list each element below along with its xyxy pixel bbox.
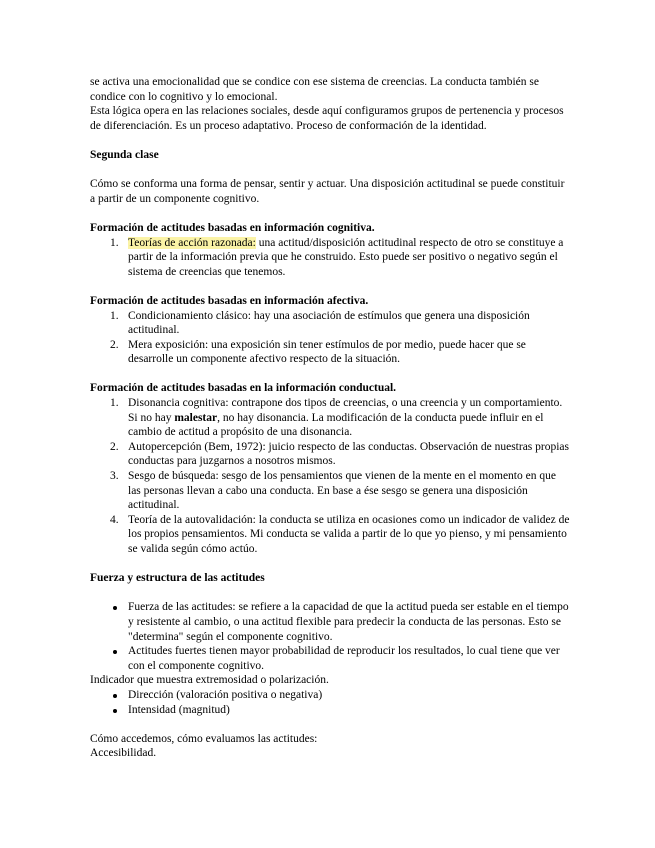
list-number: 2. bbox=[110, 440, 119, 453]
bullet-icon bbox=[113, 650, 117, 654]
list-item bbox=[90, 644, 570, 673]
list-item bbox=[90, 600, 570, 644]
fuerza-bullet-list bbox=[90, 600, 570, 673]
list-item bbox=[90, 236, 570, 280]
intro-paragraph-2: Esta lógica opera en las relaciones sociales, desde aquí configuramos grupos de pertenencia y procesos de diferenciación. Es un proceso adaptativo. Proceso de conformación de la identidad. bbox=[90, 105, 564, 132]
afectiva-heading: Formación de actitudes basadas en información afectiva. bbox=[90, 294, 369, 307]
list-item-text: Mera exposición: una exposición sin tener estímulos de por medio, puede hacer que se desarrolle un componente afectivo respecto de la situación. bbox=[128, 338, 526, 366]
list-item bbox=[90, 688, 570, 703]
list-item-text: Autopercepción (Bem, 1972): juicio respecto de las conductas. Observación de nuestras propias conductas para juzgarnos a nosotros mismos. bbox=[128, 440, 570, 468]
list-item-text: una actitud/disposición actitudinal respecto de otro se constituye a partir de la información previa que he construido. Esto puede ser positivo o negativo según el sistema de creencias que tenemos. bbox=[128, 236, 564, 278]
list-item bbox=[90, 338, 570, 367]
intro-paragraph-1: se activa una emocionalidad que se condice con ese sistema de creencias. La conducta también se condice con lo cognitivo y lo emocional. bbox=[90, 76, 539, 103]
closing-question: Cómo accedemos, cómo evaluamos las actitudes: bbox=[90, 732, 318, 745]
bullet-icon bbox=[113, 694, 117, 698]
list-item-text: Disonancia cognitiva: contrapone dos tipos de creencias, o una creencia y un comportamiento. Si no hay bbox=[128, 397, 563, 424]
list-item-text: Intensidad (magnitud) bbox=[128, 703, 230, 716]
list-number: 3. bbox=[110, 470, 119, 483]
list-item bbox=[90, 396, 570, 440]
indicador-bullet-list bbox=[90, 688, 570, 717]
list-item-text: Fuerza de las actitudes: se refiere a la capacidad de que la actitud pueda ser estable en el tiempo y resistente al cambio, o una actitud flexible para predecir la conducta de las personas. Esto se "determina" según el componente cognitivo. bbox=[128, 601, 569, 643]
bullet-icon bbox=[113, 709, 117, 713]
conductual-list bbox=[90, 396, 570, 557]
list-item bbox=[90, 440, 570, 469]
afectiva-list bbox=[90, 309, 570, 367]
list-item bbox=[90, 703, 570, 718]
list-number: 4. bbox=[110, 513, 119, 526]
list-item-text: Actitudes fuertes tienen mayor probabilidad de reproducir los resultados, lo cual tiene que ver con el componente cognitivo. bbox=[128, 645, 560, 672]
list-item-text: Condicionamiento clásico: hay una asociación de estímulos que genera una disposición actitudinal. bbox=[128, 309, 530, 337]
segunda-clase-text: Cómo se conforma una forma de pensar, sentir y actuar. Una disposición actitudinal se puede constituir a partir de un componente cognitivo. bbox=[90, 178, 565, 205]
list-item-text: Sesgo de búsqueda: sesgo de los pensamientos que vienen de la mente en el momento en que las personas llevan a cabo una conducta. En base a ése sesgo se genera una disposición actitudinal. bbox=[128, 470, 556, 512]
bullet-icon bbox=[113, 606, 117, 610]
conductual-heading: Formación de actitudes basadas en la información conductual. bbox=[90, 382, 397, 395]
list-item bbox=[90, 469, 570, 513]
cognitiva-list bbox=[90, 236, 570, 280]
list-number: 1. bbox=[110, 236, 119, 249]
document-body bbox=[90, 75, 570, 761]
list-item-text: Teoría de la autovalidación: la conducta se utiliza en ocasiones como un indicador de validez de los propios pensamientos. Mi conducta se valida a partir de lo que yo pienso, y mi pensamiento se valida según cómo actúo. bbox=[128, 513, 570, 555]
list-item bbox=[90, 513, 570, 557]
cognitiva-heading: Formación de actitudes basadas en información cognitiva. bbox=[90, 221, 375, 234]
list-item-text: , no hay disonancia. La modificación de la conducta puede influir en el cambio de actitud a propósito de una disonancia. bbox=[128, 411, 544, 439]
list-number: 2. bbox=[110, 338, 119, 351]
fuerza-heading: Fuerza y estructura de las actitudes bbox=[90, 572, 265, 585]
list-item-text: Dirección (valoración positiva o negativa) bbox=[128, 688, 323, 701]
list-number: 1. bbox=[110, 309, 119, 322]
indicador-text: Indicador que muestra extremosidad o polarización. bbox=[90, 674, 329, 687]
closing-answer: Accesibilidad. bbox=[90, 747, 157, 760]
highlighted-term: Teorías de acción razonada: bbox=[128, 236, 256, 249]
list-item bbox=[90, 309, 570, 338]
segunda-clase-heading: Segunda clase bbox=[90, 148, 159, 161]
bold-term: malestar bbox=[174, 411, 218, 424]
list-number: 1. bbox=[110, 397, 119, 410]
